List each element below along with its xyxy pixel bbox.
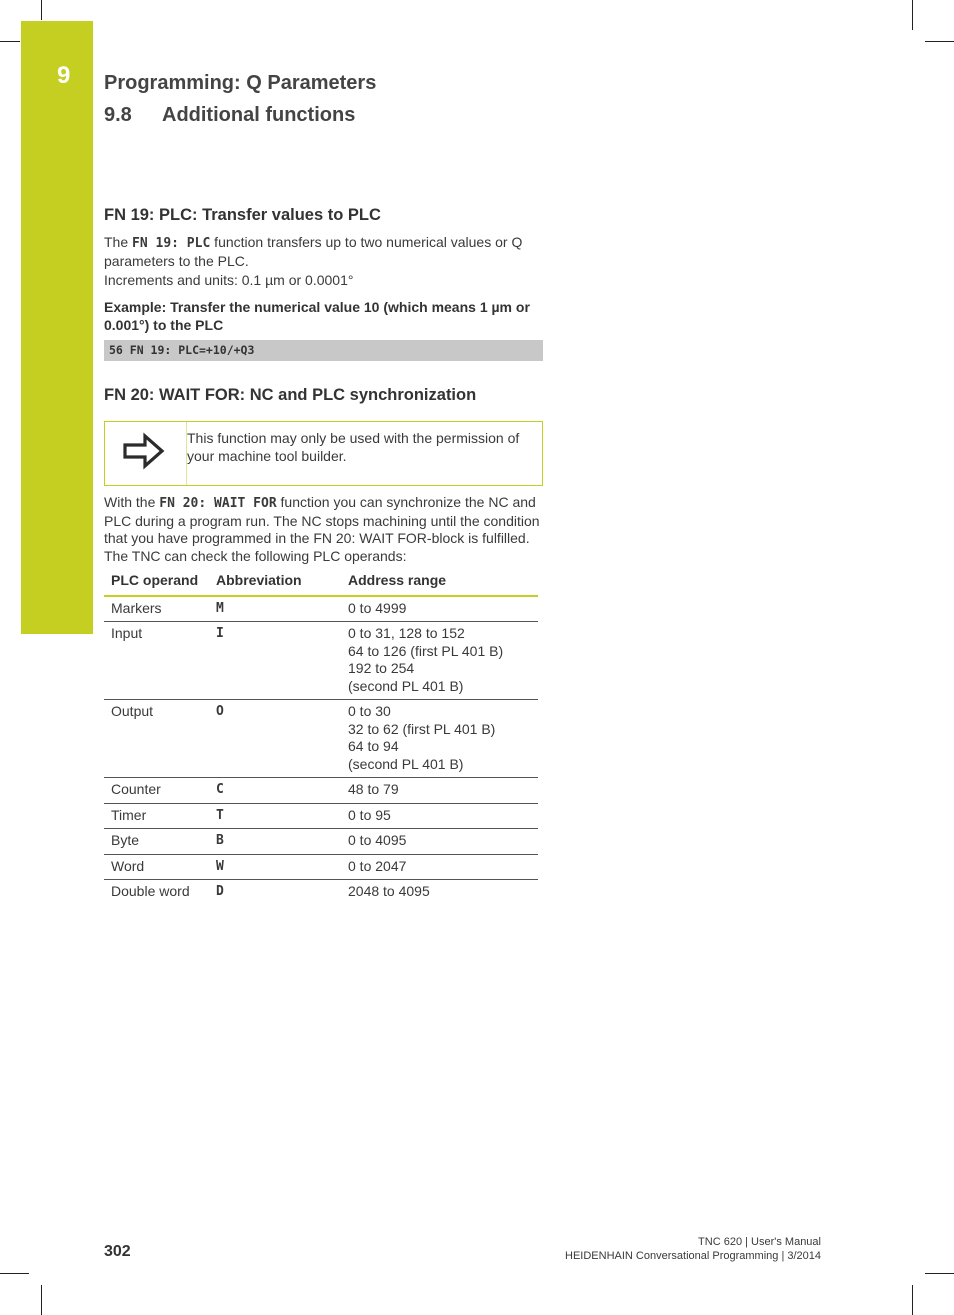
chapter-title: Programming: Q Parameters (104, 72, 377, 94)
table-row (104, 880, 538, 905)
code-line: 56 FN 19: PLC=+10/+Q3 (104, 340, 543, 361)
operand-cell: Double word (111, 883, 190, 899)
fn19-paragraph (104, 234, 544, 270)
address-range-line: 0 to 31, 128 to 152 (348, 625, 465, 641)
address-range-line: 0 to 30 (348, 703, 391, 719)
address-range-line: 0 to 2047 (348, 857, 407, 874)
abbreviation-cell: B (209, 829, 341, 855)
fn19-para-code: FN 19: PLC (132, 236, 211, 251)
fn20-heading: FN 20: WAIT FOR: NC and PLC synchronization (104, 386, 477, 404)
address-range-cell (341, 622, 538, 700)
note-box (104, 421, 543, 486)
crop-mark (925, 1273, 954, 1274)
address-range-line: 2048 to 4095 (348, 883, 430, 899)
crop-mark (925, 41, 954, 42)
address-range-line: 0 to 95 (348, 806, 391, 823)
address-range-line: (second PL 401 B) (348, 755, 464, 772)
abbreviation-cell: I (209, 622, 341, 700)
fn20-para-pre: With the (104, 494, 160, 510)
address-range-line: 48 to 79 (348, 781, 399, 797)
address-range-line: (second PL 401 B) (348, 677, 464, 694)
fn19-increments: Increments and units: 0.1 µm or 0.0001° (104, 272, 354, 288)
fn19-para-post: function transfers up to two numerical values or Q parameters to the PLC. (104, 234, 523, 269)
arrow-right-icon (122, 432, 166, 470)
table-row (104, 700, 538, 778)
chapter-tab (21, 21, 93, 634)
footer-text (565, 1235, 821, 1263)
note-text: This function may only be used with the permission of your machine tool builder. (187, 430, 520, 464)
footer-line-2: HEIDENHAIN Conversational Programming | 3/2014 (565, 1250, 821, 1262)
table-row (104, 829, 538, 855)
operand-cell: Timer (104, 803, 209, 829)
operand-cell: Byte (104, 829, 209, 855)
section-number: 9.8 (104, 104, 132, 126)
table-header-row (104, 570, 538, 596)
column-header: Address range (341, 570, 538, 596)
abbreviation-cell: O (209, 700, 341, 778)
address-range-cell (341, 829, 538, 855)
address-range-cell (341, 854, 538, 880)
address-range-line: 0 to 4999 (348, 599, 407, 616)
operand-cell: Output (104, 700, 209, 778)
crop-mark (912, 1285, 913, 1315)
chapter-number: 9 (57, 62, 71, 89)
fn19-heading: FN 19: PLC: Transfer values to PLC (104, 206, 381, 224)
table-row (104, 854, 538, 880)
footer-line-1: TNC 620 | User's Manual (698, 1236, 821, 1248)
abbreviation-cell: C (209, 778, 341, 804)
abbreviation-cell: W (209, 854, 341, 880)
column-header: PLC operand (104, 570, 209, 596)
abbreviation-cell: D (216, 884, 224, 899)
crop-mark (0, 1273, 29, 1274)
operand-cell: Counter (104, 778, 209, 804)
plc-operand-table (104, 570, 538, 905)
operand-cell: Word (104, 854, 209, 880)
address-range-cell (341, 880, 538, 905)
section-title-line (104, 104, 355, 127)
address-range-line: 64 to 94 (348, 738, 399, 754)
table-row (104, 596, 538, 622)
address-range-line: 64 to 126 (first PL 401 B) (348, 642, 504, 659)
table-row (104, 778, 538, 804)
fn20-para-code: FN 20: WAIT FOR (159, 496, 277, 511)
address-range-cell (341, 778, 538, 804)
address-range-line: 192 to 254 (348, 660, 415, 676)
crop-mark (41, 1285, 42, 1315)
fn20-para-post: function you can synchronize the NC and PLC during a program run. The NC stops machining until the condition that you have programmed in the FN 20: WAIT FOR-block is fulfilled. The TNC can check the following PLC operands: (104, 494, 540, 564)
fn20-paragraph (104, 494, 544, 565)
crop-mark (0, 41, 20, 42)
operand-cell: Markers (104, 596, 209, 622)
page-number: 302 (104, 1243, 131, 1260)
abbreviation-cell: M (209, 596, 341, 622)
column-header: Abbreviation (209, 570, 341, 596)
address-range-line: 0 to 4095 (348, 832, 407, 848)
address-range-cell (341, 700, 538, 778)
operand-cell: Input (104, 622, 209, 700)
fn19-para-pre: The (104, 234, 133, 250)
address-range-cell (341, 596, 538, 622)
address-range-line: 32 to 62 (first PL 401 B) (348, 720, 496, 737)
crop-mark (912, 0, 913, 30)
fn19-example: Example: Transfer the numerical value 10 (which means 1 µm or 0.001°) to the PLC (104, 299, 530, 333)
table-row (104, 622, 538, 700)
table-row (104, 803, 538, 829)
abbreviation-cell: T (209, 803, 341, 829)
crop-mark (41, 0, 42, 20)
address-range-cell (341, 803, 538, 829)
section-title: Additional functions (162, 104, 356, 126)
